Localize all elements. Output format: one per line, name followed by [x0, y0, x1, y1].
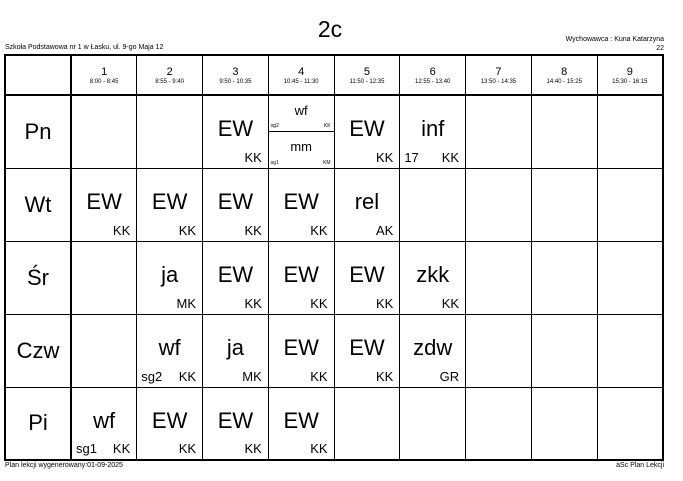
- lesson-cell[interactable]: [268, 168, 334, 241]
- lesson-teacher: KK: [375, 295, 394, 311]
- period-header-9: [597, 55, 663, 95]
- lesson-subject: zkk: [416, 261, 450, 287]
- day-name: Czw: [5, 314, 71, 387]
- lesson-teacher: KK: [310, 222, 328, 238]
- period-header-6: [400, 55, 466, 95]
- period-time: 14:40 - 15:25: [546, 79, 582, 85]
- lesson[interactable]: [335, 315, 400, 387]
- period-header-5: [334, 55, 400, 95]
- period-number: 9: [626, 66, 633, 78]
- lesson[interactable]: [203, 169, 268, 241]
- lesson-subject: EW: [283, 334, 319, 360]
- lesson-subject: wf: [294, 103, 308, 118]
- lesson[interactable]: [335, 169, 400, 241]
- lesson-group: sg2: [141, 368, 163, 384]
- lesson-cell[interactable]: [268, 241, 334, 314]
- lesson[interactable]: [137, 315, 202, 387]
- period-header-4: [268, 55, 334, 95]
- day-row: [5, 168, 663, 241]
- lesson-cell[interactable]: [268, 314, 334, 387]
- lesson-cell[interactable]: [137, 241, 203, 314]
- lesson[interactable]: [400, 315, 465, 387]
- lesson-cell[interactable]: [71, 168, 137, 241]
- lesson-teacher: KK: [244, 441, 262, 456]
- lesson-cell[interactable]: [400, 387, 466, 460]
- period-number: 2: [166, 66, 173, 78]
- lesson-teacher: KK: [375, 368, 394, 384]
- lesson-group: sg2: [270, 122, 279, 129]
- period-number: 6: [429, 66, 436, 78]
- period-number: 3: [232, 66, 239, 78]
- lesson-cell[interactable]: [334, 168, 400, 241]
- lesson-cell[interactable]: [268, 95, 334, 168]
- lesson-subject: EW: [217, 116, 254, 141]
- lesson-teacher: KK: [178, 441, 197, 456]
- lesson-cell[interactable]: [400, 241, 466, 314]
- lesson-teacher: KK: [178, 368, 197, 384]
- lesson-cell[interactable]: [137, 314, 203, 387]
- period-number: 5: [363, 66, 370, 78]
- lesson-subject: EW: [283, 261, 319, 287]
- lesson[interactable]: [269, 242, 334, 314]
- lesson-teacher: AK: [375, 222, 394, 238]
- split-lesson[interactable]: [269, 96, 334, 132]
- lesson-teacher: KK: [375, 149, 394, 165]
- lesson-teacher: MK: [242, 368, 262, 384]
- period-header-7: [466, 55, 532, 95]
- day-name: Wt: [5, 168, 71, 241]
- period-header-3: [203, 55, 269, 95]
- lesson-cell[interactable]: [531, 241, 597, 314]
- lesson-subject: ja: [161, 261, 179, 287]
- lesson[interactable]: [203, 315, 268, 387]
- lesson-cell[interactable]: [203, 168, 269, 241]
- period-number: 4: [298, 66, 305, 78]
- lesson-teacher: KM: [323, 159, 331, 166]
- period-time: 11:50 - 12:35: [349, 79, 385, 85]
- lesson-cell[interactable]: [466, 387, 532, 460]
- lesson-cell[interactable]: [597, 95, 663, 168]
- day-row: [5, 241, 663, 314]
- period-time: 9:50 - 10:35: [219, 79, 252, 85]
- period-number: 1: [101, 66, 108, 78]
- lesson-cell[interactable]: [203, 241, 269, 314]
- lesson-teacher: GR: [439, 368, 460, 384]
- lesson-teacher: KK: [244, 149, 262, 165]
- lesson-cell[interactable]: [334, 314, 400, 387]
- lesson-cell[interactable]: [400, 168, 466, 241]
- lesson-subject: EW: [217, 188, 254, 214]
- lesson-cell[interactable]: [597, 387, 663, 460]
- day-row: [5, 387, 663, 460]
- lesson-cell[interactable]: [597, 168, 663, 241]
- lesson-cell[interactable]: [203, 314, 269, 387]
- lesson-teacher: MK: [176, 295, 197, 311]
- lesson-subject: EW: [151, 188, 188, 214]
- lesson-cell[interactable]: [71, 241, 137, 314]
- lesson-teacher: KK: [310, 441, 328, 456]
- lesson-subject: EW: [151, 407, 188, 433]
- lesson-subject: EW: [349, 116, 385, 141]
- lesson-subject: inf: [421, 116, 445, 141]
- lesson-group: sg1: [270, 159, 279, 166]
- lesson-cell[interactable]: [400, 95, 466, 168]
- lesson[interactable]: [203, 242, 268, 314]
- lesson[interactable]: [400, 96, 465, 168]
- lesson-teacher: KK: [323, 122, 331, 129]
- lesson-cell[interactable]: [71, 314, 137, 387]
- lesson[interactable]: [335, 96, 400, 168]
- lesson-cell[interactable]: [466, 314, 532, 387]
- lesson[interactable]: [137, 388, 202, 460]
- period-header-1: [71, 55, 137, 95]
- lesson-cell[interactable]: [466, 168, 532, 241]
- lesson-subject: EW: [217, 261, 254, 287]
- lesson[interactable]: [137, 242, 202, 314]
- lesson-cell[interactable]: [137, 95, 203, 168]
- app-name: aSc Plan Lekcji: [616, 462, 664, 469]
- lesson-subject: EW: [217, 407, 254, 433]
- lesson-subject: EW: [349, 261, 385, 287]
- lesson[interactable]: [72, 169, 136, 241]
- day-row: [5, 95, 663, 168]
- period-number: 7: [495, 66, 502, 78]
- lesson-subject: EW: [349, 334, 385, 360]
- lesson[interactable]: [269, 169, 334, 241]
- lesson-subject: zdw: [413, 334, 453, 360]
- lesson-subject: rel: [354, 188, 380, 214]
- lesson-cell[interactable]: [531, 95, 597, 168]
- period-header-8: [531, 55, 597, 95]
- lesson[interactable]: [400, 242, 465, 314]
- lesson-teacher: KK: [310, 295, 328, 311]
- lesson-cell[interactable]: [334, 95, 400, 168]
- lesson-teacher: KK: [112, 441, 131, 456]
- lesson[interactable]: [335, 242, 400, 314]
- lesson-cell[interactable]: [531, 387, 597, 460]
- school-name: Szkoła Podstawowa nr 1 w Łasku, ul. 9-go Maja 12: [5, 44, 164, 51]
- lesson-cell[interactable]: [203, 95, 269, 168]
- lesson-cell[interactable]: [137, 387, 203, 460]
- lesson-cell[interactable]: [466, 241, 532, 314]
- period-time: 8:55 - 9:40: [155, 79, 184, 85]
- lesson-subject: mm: [290, 138, 313, 154]
- corner-cell: [5, 55, 71, 95]
- lesson-subject: EW: [283, 407, 319, 433]
- lesson[interactable]: [203, 96, 268, 168]
- period-time: 12:55 - 13:40: [415, 79, 451, 85]
- lesson[interactable]: [269, 315, 334, 387]
- period-header-row: [5, 55, 663, 95]
- day-name: Śr: [5, 241, 71, 314]
- lesson-subject: wf: [158, 334, 181, 360]
- lesson-cell[interactable]: [137, 168, 203, 241]
- lesson-subject: EW: [86, 188, 122, 214]
- lesson[interactable]: [137, 169, 202, 241]
- lesson-teacher: KK: [244, 222, 262, 238]
- lesson-subject: wf: [93, 407, 116, 433]
- page-title: 2c: [317, 16, 343, 42]
- lesson-group: 17: [404, 149, 419, 165]
- lesson-teacher: KK: [178, 222, 197, 238]
- day-name: Pi: [5, 387, 71, 460]
- period-time: 13:50 - 14:35: [480, 79, 517, 85]
- lesson[interactable]: [203, 388, 268, 460]
- day-name: Pn: [5, 95, 71, 168]
- lesson-cell[interactable]: [466, 95, 532, 168]
- lesson-cell[interactable]: [71, 95, 137, 168]
- period-time: 10:45 - 11:30: [283, 79, 319, 85]
- lesson-cell[interactable]: [334, 241, 400, 314]
- lesson-cell[interactable]: [334, 387, 400, 460]
- period-time: 8:00 - 8:45: [89, 79, 119, 85]
- lesson-teacher: KK: [310, 368, 328, 384]
- lesson-cell[interactable]: [531, 314, 597, 387]
- lesson-teacher: KK: [441, 295, 460, 311]
- lesson-teacher: KK: [441, 149, 460, 165]
- lesson-cell[interactable]: [597, 241, 663, 314]
- lesson-teacher: KK: [112, 222, 131, 238]
- lesson[interactable]: [72, 388, 136, 460]
- split-lesson[interactable]: [269, 132, 334, 168]
- lesson-cell[interactable]: [71, 387, 137, 460]
- period-header-2: [137, 55, 203, 95]
- lesson[interactable]: [269, 388, 334, 460]
- lesson-subject: EW: [283, 188, 319, 214]
- lesson-cell[interactable]: [203, 387, 269, 460]
- period-time: 15:30 - 16:15: [612, 79, 648, 85]
- generated-date: Plan lekcji wygenerowany:01-09-2025: [5, 462, 123, 469]
- period-number: 8: [561, 66, 568, 78]
- class-teacher: Wychowawca : Kuna Katarzyna: [565, 36, 664, 43]
- lesson-cell[interactable]: [400, 314, 466, 387]
- lesson-subject: ja: [226, 334, 244, 360]
- lesson-cell[interactable]: [268, 387, 334, 460]
- lesson-teacher: KK: [244, 295, 262, 311]
- class-teacher-number: 22: [656, 45, 664, 52]
- timetable-grid: [4, 54, 664, 461]
- lesson-cell[interactable]: [531, 168, 597, 241]
- lesson-cell[interactable]: [597, 314, 663, 387]
- lesson-group: sg1: [76, 441, 97, 456]
- day-row: [5, 314, 663, 387]
